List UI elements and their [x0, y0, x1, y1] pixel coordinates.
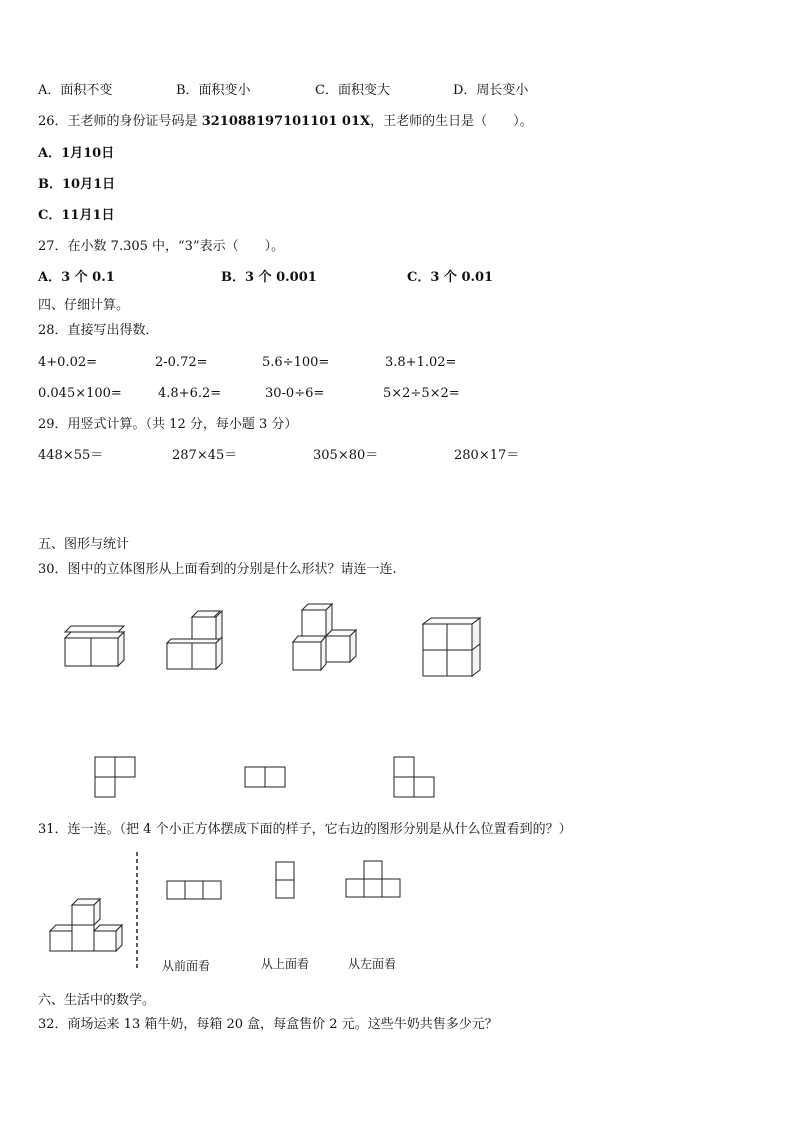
q31-view-three-squares: [166, 880, 222, 900]
q27-stem: 27．在小数 7.305 中，“3”表示（ ）。: [38, 239, 285, 254]
q26-option-c: C．11月1日: [38, 208, 115, 223]
q28-item-2: 2-0.72=: [155, 355, 208, 370]
q28-stem: 28．直接写出得数．: [38, 323, 159, 338]
divider-dashed-line: [134, 852, 140, 970]
q30-view-l-shape-1: [94, 756, 138, 798]
q30-stem: 30．图中的立体图形从上面看到的分别是什么形状？请连一连.: [38, 562, 397, 577]
q30-solid-1: [60, 622, 130, 672]
q25-option-a: A．面积不变: [38, 83, 113, 98]
q28-item-1: 4+0.02=: [38, 355, 98, 370]
q28-item-3: 5.6÷100=: [262, 355, 330, 370]
q25-option-d: D．周长变小: [453, 83, 529, 98]
q31-solid: [42, 895, 126, 961]
q27-option-b: B．3 个 0.001: [221, 270, 317, 285]
q28-item-8: 5×2÷5×2=: [383, 386, 460, 401]
q28-item-7: 30-0÷6=: [265, 386, 325, 401]
q32-stem: 32．商场运来 13 箱牛奶，每箱 20 盒，每盒售价 2 元。这些牛奶共售多少元？: [38, 1017, 498, 1032]
q30-view-l-shape-2: [393, 756, 437, 798]
q28-item-4: 3.8+1.02=: [385, 355, 457, 370]
q31-view-vertical-pair: [275, 861, 295, 899]
q26-stem: 26．王老师的身份证号码是 321088197101101 01X，王老师的生日是（ ）。: [38, 114, 533, 129]
q31-caption-front: 从前面看: [162, 959, 211, 973]
q26-option-a: A．1月10日: [38, 146, 115, 161]
q27-option-a: A．3 个 0.1: [38, 270, 115, 285]
q31-stem: 31．连一连。（把 4 个小正方体摆成下面的样子，它右边的图形分别是从什么位置看到的？）: [38, 822, 572, 837]
q30-view-two-squares: [244, 766, 288, 788]
q31-view-t-shape: [345, 860, 403, 900]
q29-item-1: 448×55＝: [38, 448, 104, 463]
q28-item-6: 4.8+6.2=: [158, 386, 222, 401]
q30-solid-4: [418, 614, 488, 680]
q31-caption-left: 从左面看: [348, 957, 397, 971]
section-5-title: 五、图形与统计: [38, 537, 130, 552]
q25-option-c: C．面积变大: [315, 83, 390, 98]
q26-option-b: B．10月1日: [38, 177, 116, 192]
section-4-title: 四、仔细计算。: [38, 298, 130, 313]
q29-item-4: 280×17＝: [454, 448, 520, 463]
q28-item-5: 0.045×100=: [38, 386, 122, 401]
q30-solid-3: [288, 600, 368, 676]
section-6-title: 六、生活中的数学。: [38, 993, 156, 1008]
q25-option-b: B．面积变小: [176, 83, 251, 98]
q31-caption-top: 从上面看: [261, 957, 310, 971]
q29-item-2: 287×45＝: [172, 448, 238, 463]
q30-solid-2: [162, 603, 232, 675]
q29-stem: 29．用竖式计算。（共 12 分，每小题 3 分）: [38, 417, 298, 432]
q29-item-3: 305×80＝: [313, 448, 379, 463]
q27-option-c: C．3 个 0.01: [407, 270, 494, 285]
